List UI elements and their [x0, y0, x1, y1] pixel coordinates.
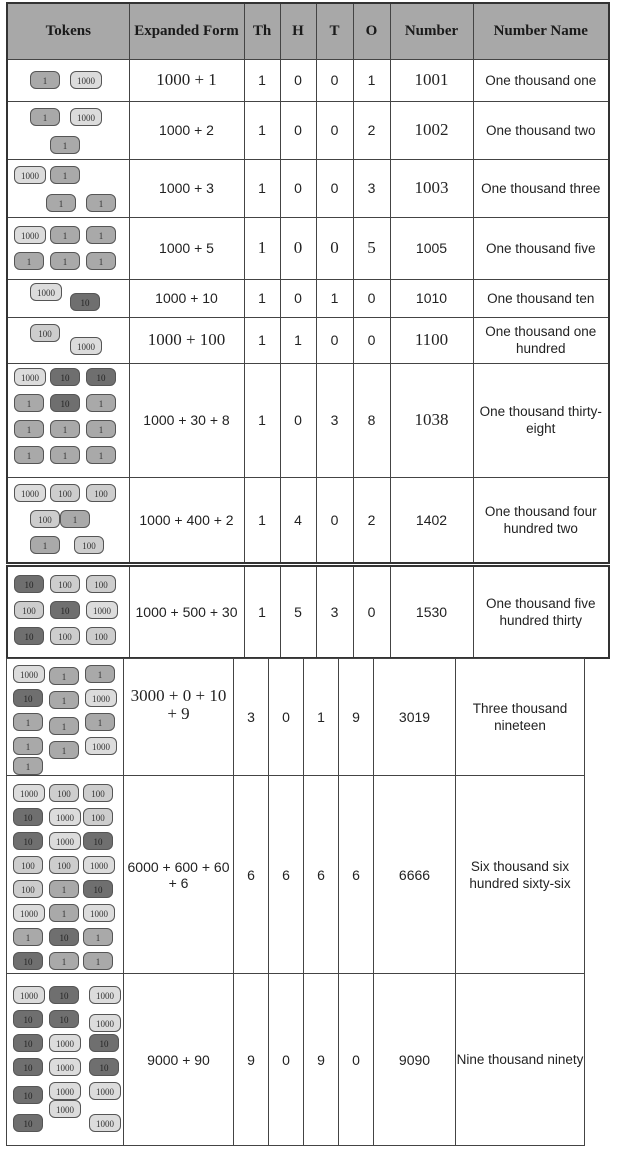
ones-digit: 6: [339, 776, 374, 974]
hundreds-digit: 0: [280, 217, 316, 279]
token-1000: 1000: [13, 904, 45, 922]
tens-digit: 9: [304, 974, 339, 1146]
ones-digit: 0: [353, 317, 390, 363]
col-header-thousands: Th: [244, 3, 280, 59]
token-1000: 1000: [30, 283, 62, 301]
thousands-digit: 1: [244, 217, 280, 279]
tens-digit: 3: [316, 566, 353, 658]
thousands-digit: 1: [244, 101, 280, 159]
tens-digit: 3: [316, 363, 353, 477]
thousands-digit: 1: [244, 59, 280, 101]
token-1: 1: [86, 226, 116, 244]
token-1: 1: [49, 880, 79, 898]
tens-digit: 0: [316, 101, 353, 159]
token-1: 1: [50, 420, 80, 438]
token-10: 10: [14, 627, 44, 645]
number-name: Nine thousand ninety: [456, 974, 585, 1146]
token-1: 1: [30, 71, 60, 89]
tens-digit: 0: [316, 477, 353, 563]
col-header-expanded-form: Expanded Form: [129, 3, 244, 59]
expanded-form: 1000 + 2: [129, 101, 244, 159]
number-value: 1402: [390, 477, 473, 563]
token-100: 100: [74, 536, 104, 554]
expanded-form: 3000 + 0 + 10 + 9: [124, 659, 234, 776]
token-1: 1: [86, 446, 116, 464]
token-1: 1: [85, 665, 115, 683]
token-100: 100: [86, 484, 116, 502]
token-10: 10: [83, 832, 113, 850]
thousands-digit: 9: [234, 974, 269, 1146]
tokens-cell: [7, 363, 129, 477]
ones-digit: 1: [353, 59, 390, 101]
token-10: 10: [89, 1058, 119, 1076]
token-100: 100: [83, 784, 113, 802]
token-1000: 1000: [89, 986, 121, 1004]
token-1: 1: [50, 252, 80, 270]
number-value: 1010: [390, 279, 473, 317]
token-1: 1: [13, 928, 43, 946]
token-10: 10: [14, 575, 44, 593]
hundreds-digit: 1: [280, 317, 316, 363]
token-1000: 1000: [13, 665, 45, 683]
ones-digit: 0: [353, 279, 390, 317]
hundreds-digit: 0: [280, 279, 316, 317]
token-1000: 1000: [13, 986, 45, 1004]
token-1000: 1000: [83, 856, 115, 874]
token-1: 1: [46, 194, 76, 212]
token-1000: 1000: [86, 601, 118, 619]
tokens-cell: [7, 974, 124, 1146]
ones-digit: 3: [353, 159, 390, 217]
col-header-number-name: Number Name: [473, 3, 609, 59]
token-1: 1: [83, 928, 113, 946]
expanded-form: 1000 + 500 + 30: [129, 566, 244, 658]
token-10: 10: [13, 1058, 43, 1076]
token-1: 1: [13, 713, 43, 731]
tens-digit: 1: [316, 279, 353, 317]
place-value-table-part-2: [6, 565, 610, 659]
hundreds-digit: 0: [280, 159, 316, 217]
number-name: One thousand five hundred thirty: [473, 566, 609, 658]
token-10: 10: [13, 1114, 43, 1132]
token-100: 100: [13, 880, 43, 898]
expanded-form: 6000 + 600 + 60 + 6: [124, 776, 234, 974]
tokens-cell: [7, 279, 129, 317]
token-1000: 1000: [49, 808, 81, 826]
table-row: [7, 317, 609, 363]
token-1: 1: [30, 108, 60, 126]
tens-digit: 6: [304, 776, 339, 974]
table-row: [7, 159, 609, 217]
token-10: 10: [49, 928, 79, 946]
ones-digit: 0: [339, 974, 374, 1146]
thousands-digit: 1: [244, 477, 280, 563]
ones-digit: 0: [353, 566, 390, 658]
thousands-digit: 1: [244, 279, 280, 317]
token-1000: 1000: [14, 484, 46, 502]
token-1000: 1000: [70, 71, 102, 89]
token-10: 10: [49, 986, 79, 1004]
token-1: 1: [49, 717, 79, 735]
token-1: 1: [49, 904, 79, 922]
tokens-cell: [7, 317, 129, 363]
token-100: 100: [86, 575, 116, 593]
token-10: 10: [49, 1010, 79, 1028]
ones-digit: 2: [353, 101, 390, 159]
table-row: [7, 101, 609, 159]
number-value: 9090: [374, 974, 456, 1146]
thousands-digit: 1: [244, 159, 280, 217]
tens-digit: 0: [316, 317, 353, 363]
table-row: [7, 776, 585, 974]
table-row: [7, 974, 585, 1146]
token-1000: 1000: [49, 1082, 81, 1100]
token-1000: 1000: [14, 226, 46, 244]
tokens-cell: [7, 659, 124, 776]
tokens-cell: [7, 59, 129, 101]
tens-digit: 0: [316, 217, 353, 279]
table-row: [7, 59, 609, 101]
token-10: 10: [89, 1034, 119, 1052]
number-name: Three thousand nineteen: [456, 659, 585, 776]
number-name: One thousand two: [473, 101, 609, 159]
token-1: 1: [50, 446, 80, 464]
token-1000: 1000: [89, 1114, 121, 1132]
col-header-tokens: Tokens: [7, 3, 129, 59]
token-1000: 1000: [89, 1082, 121, 1100]
number-name: Six thousand six hundred sixty-six: [456, 776, 585, 974]
token-100: 100: [30, 324, 60, 342]
token-10: 10: [50, 394, 80, 412]
number-name: One thousand four hundred two: [473, 477, 609, 563]
ones-digit: 5: [353, 217, 390, 279]
expanded-form: 1000 + 1: [129, 59, 244, 101]
token-100: 100: [13, 856, 43, 874]
col-header-ones: O: [353, 3, 390, 59]
table-row: [7, 279, 609, 317]
number-value: 3019: [374, 659, 456, 776]
thousands-digit: 1: [244, 363, 280, 477]
number-value: 1003: [390, 159, 473, 217]
token-1000: 1000: [85, 689, 117, 707]
token-10: 10: [13, 832, 43, 850]
tokens-cell: [7, 477, 129, 563]
number-value: 1005: [390, 217, 473, 279]
tokens-cell: [7, 217, 129, 279]
token-1: 1: [86, 394, 116, 412]
token-1: 1: [14, 394, 44, 412]
token-1: 1: [14, 420, 44, 438]
token-100: 100: [50, 575, 80, 593]
token-1: 1: [86, 194, 116, 212]
token-10: 10: [13, 689, 43, 707]
token-1: 1: [49, 741, 79, 759]
token-100: 100: [50, 484, 80, 502]
token-10: 10: [70, 293, 100, 311]
number-value: 1530: [390, 566, 473, 658]
expanded-form: 1000 + 5: [129, 217, 244, 279]
header-row: [7, 3, 609, 59]
expanded-form: 9000 + 90: [124, 974, 234, 1146]
table-row: [7, 659, 585, 776]
number-name: One thousand ten: [473, 279, 609, 317]
thousands-digit: 1: [244, 317, 280, 363]
hundreds-digit: 0: [280, 101, 316, 159]
tens-digit: 0: [316, 59, 353, 101]
tens-digit: 1: [304, 659, 339, 776]
token-10: 10: [83, 880, 113, 898]
token-1: 1: [50, 166, 80, 184]
token-100: 100: [49, 784, 79, 802]
token-100: 100: [86, 627, 116, 645]
token-100: 100: [49, 856, 79, 874]
token-1000: 1000: [85, 737, 117, 755]
ones-digit: 8: [353, 363, 390, 477]
expanded-form: 1000 + 100: [129, 317, 244, 363]
number-name: One thousand one hundred: [473, 317, 609, 363]
number-value: 1001: [390, 59, 473, 101]
token-10: 10: [13, 808, 43, 826]
number-value: 6666: [374, 776, 456, 974]
token-1000: 1000: [89, 1014, 121, 1032]
token-1000: 1000: [70, 108, 102, 126]
token-1: 1: [50, 226, 80, 244]
expanded-form: 1000 + 30 + 8: [129, 363, 244, 477]
ones-digit: 9: [339, 659, 374, 776]
token-1000: 1000: [49, 832, 81, 850]
ones-digit: 2: [353, 477, 390, 563]
hundreds-digit: 0: [269, 659, 304, 776]
token-10: 10: [13, 1010, 43, 1028]
col-header-number: Number: [390, 3, 473, 59]
token-10: 10: [13, 1034, 43, 1052]
token-1: 1: [83, 952, 113, 970]
hundreds-digit: 0: [280, 363, 316, 477]
number-value: 1100: [390, 317, 473, 363]
token-1: 1: [50, 136, 80, 154]
token-1: 1: [49, 691, 79, 709]
hundreds-digit: 0: [280, 59, 316, 101]
token-1: 1: [14, 446, 44, 464]
tokens-cell: [7, 566, 129, 658]
table-row: [7, 363, 609, 477]
number-name: One thousand five: [473, 217, 609, 279]
token-10: 10: [50, 368, 80, 386]
table-row: [7, 566, 609, 658]
hundreds-digit: 4: [280, 477, 316, 563]
number-name: One thousand thirty-eight: [473, 363, 609, 477]
token-1000: 1000: [49, 1100, 81, 1118]
token-1: 1: [86, 252, 116, 270]
token-100: 100: [14, 601, 44, 619]
token-1000: 1000: [83, 904, 115, 922]
col-header-hundreds: H: [280, 3, 316, 59]
tokens-cell: [7, 159, 129, 217]
token-1: 1: [13, 757, 43, 775]
thousands-digit: 6: [234, 776, 269, 974]
token-100: 100: [30, 510, 60, 528]
col-header-tens: T: [316, 3, 353, 59]
token-1000: 1000: [49, 1058, 81, 1076]
token-1: 1: [49, 952, 79, 970]
place-value-table-part-3: [6, 658, 585, 1146]
hundreds-digit: 0: [269, 974, 304, 1146]
token-1: 1: [30, 536, 60, 554]
expanded-form: 1000 + 3: [129, 159, 244, 217]
tokens-cell: [7, 776, 124, 974]
token-10: 10: [13, 1086, 43, 1104]
expanded-form: 1000 + 400 + 2: [129, 477, 244, 563]
token-1000: 1000: [70, 337, 102, 355]
token-10: 10: [50, 601, 80, 619]
token-100: 100: [83, 808, 113, 826]
thousands-digit: 3: [234, 659, 269, 776]
token-10: 10: [86, 368, 116, 386]
tokens-cell: [7, 101, 129, 159]
number-value: 1038: [390, 363, 473, 477]
place-value-table-part-1: [6, 2, 610, 564]
token-10: 10: [13, 952, 43, 970]
number-value: 1002: [390, 101, 473, 159]
token-1000: 1000: [13, 784, 45, 802]
table-row: [7, 477, 609, 563]
token-1000: 1000: [14, 368, 46, 386]
token-1: 1: [13, 737, 43, 755]
hundreds-digit: 6: [269, 776, 304, 974]
expanded-form: 1000 + 10: [129, 279, 244, 317]
token-1: 1: [14, 252, 44, 270]
token-1: 1: [49, 667, 79, 685]
token-1000: 1000: [49, 1034, 81, 1052]
token-1000: 1000: [14, 166, 46, 184]
token-1: 1: [85, 713, 115, 731]
number-name: One thousand one: [473, 59, 609, 101]
token-1: 1: [60, 510, 90, 528]
thousands-digit: 1: [244, 566, 280, 658]
token-100: 100: [50, 627, 80, 645]
token-1: 1: [86, 420, 116, 438]
tens-digit: 0: [316, 159, 353, 217]
hundreds-digit: 5: [280, 566, 316, 658]
table-row: [7, 217, 609, 279]
number-name: One thousand three: [473, 159, 609, 217]
